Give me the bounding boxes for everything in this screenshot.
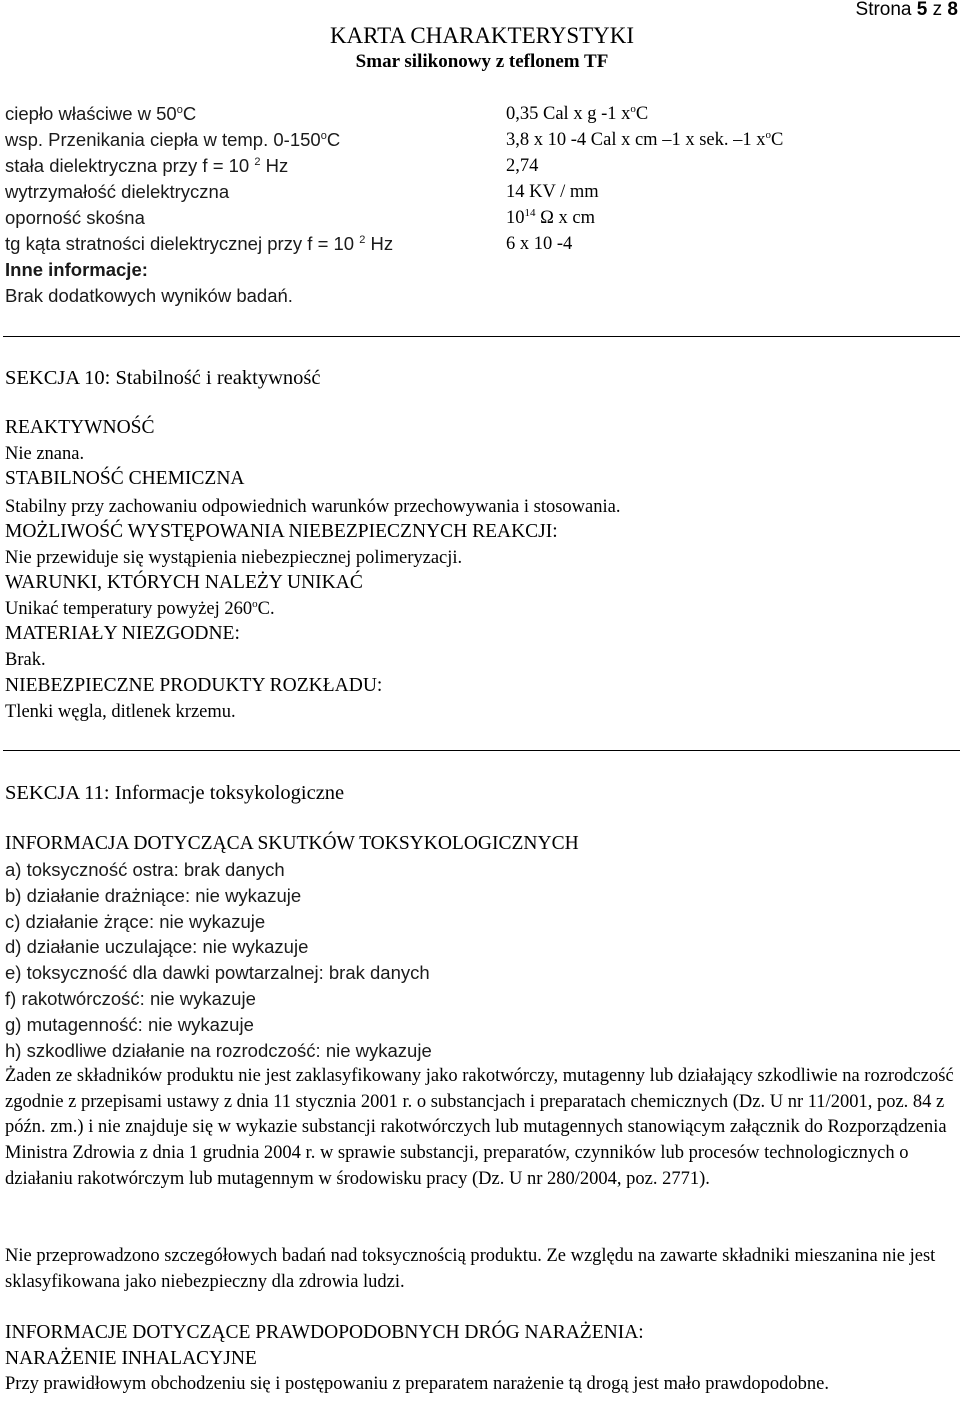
section-10-text: Nie znana.: [5, 444, 85, 464]
property-label: wytrzymałość dielektryczna: [5, 181, 230, 202]
inhalation-heading: NARAŻENIE INHALACYJNE: [5, 1348, 257, 1369]
section-10-text: Stabilny przy zachowaniu odpowiednich warunków przechowywania i stosowania.: [5, 497, 621, 517]
section-10-text: Tlenki węgla, ditlenek krzemu.: [5, 702, 236, 722]
other-info-heading: Inne informacje:: [5, 259, 148, 280]
total-pages: 8: [947, 0, 958, 20]
toxicology-subheading: INFORMACJA DOTYCZĄCA SKUTKÓW TOKSYKOLOGICZNYCH: [5, 833, 579, 854]
inhalation-text: Przy prawidłowym obchodzeniu się i postępowaniu z preparatem narażenie tą drogą jest mało prawdopodobne.: [5, 1374, 830, 1394]
exposure-heading: INFORMACJE DOTYCZĄCE PRAWDOPODOBNYCH DRÓG NARAŻENIA:: [5, 1322, 644, 1343]
section-10-text: Unikać temperatury powyżej 260$^o$C.: [5, 597, 275, 619]
toxicity-note-paragraph: Nie przeprowadzono szczegółowych badań nad toksycznością produktu. Ze względu na zawarte składniki mieszanina nie jest sklasyfikowana jako niebezpieczny dla zdrowia ludzi.: [5, 1246, 936, 1292]
section-11-title: SEKCJA 11: Informacje toksykologiczne: [5, 782, 345, 804]
page-label: Strona: [855, 0, 912, 20]
document-title: KARTA CHARAKTERYSTYKI: [329, 23, 635, 48]
list-item: d) działanie uczulające: nie wykazuje: [5, 936, 309, 957]
list-item: c) działanie żrące: nie wykazuje: [5, 911, 266, 932]
page-separator: z: [932, 0, 943, 20]
section-10-heading: NIEBEZPIECZNE PRODUKTY ROZKŁADU:: [5, 675, 383, 696]
list-item: a) toksyczność ostra: brak danych: [5, 859, 285, 880]
property-label: ciepło właściwe w 50$^o$C: [5, 103, 197, 124]
property-value: 2,74: [506, 156, 539, 176]
list-item: g) mutagenność: nie wykazuje: [5, 1014, 254, 1035]
section-divider: [3, 336, 960, 337]
property-label: tg kąta stratności dielektrycznej przy f = 10 $^2$ Hz: [5, 233, 394, 254]
section-divider: [3, 750, 960, 751]
document-subtitle: Smar silikonowy z teflonem TF: [355, 51, 609, 72]
property-value: 3,8 x 10 -4 Cal x cm –1 x sek. –1 $x^oC$: [506, 128, 784, 150]
property-value: 6 x 10 -4: [506, 234, 573, 254]
section-10-heading: MOŻLIWOŚĆ WYSTĘPOWANIA NIEBEZPIECZNYCH REAKCJI:: [5, 521, 558, 542]
current-page: 5: [916, 0, 928, 20]
section-10-heading: MATERIAŁY NIEZGODNE:: [5, 623, 240, 644]
property-label: oporność skośna: [5, 207, 145, 228]
section-10-text: Brak.: [5, 650, 46, 670]
property-value: $10^{14}$ Ω x cm: [506, 206, 595, 228]
property-label: wsp. Przenikania ciepła w temp. 0-150$^o$C: [5, 129, 341, 150]
property-value: 14 KV / mm: [506, 182, 599, 202]
list-item: b) działanie drażniące: nie wykazuje: [5, 885, 302, 906]
section-10-text: Nie przewiduje się wystąpienia niebezpiecznej polimeryzacji.: [5, 548, 463, 568]
list-item: h) szkodliwe działanie na rozrodczość: nie wykazuje: [5, 1040, 432, 1061]
document-header: [0, 22, 960, 74]
property-label: stała dielektryczna przy f = 10 $^2$ Hz: [5, 155, 289, 176]
section-10-title: SEKCJA 10: Stabilność i reaktywność: [5, 367, 321, 389]
page-number: [856, 0, 958, 20]
section-10-heading: STABILNOŚĆ CHEMICZNA: [5, 468, 245, 489]
list-item: f) rakotwórczość: nie wykazuje: [5, 988, 256, 1009]
carcinogenicity-paragraph: Żaden ze składników produktu nie jest zaklasyfikowany jako rakotwórczy, mutagenny lub działający szkodliwie na rozrodczość zgodnie z przepisami ustawy z dnia 11 stycznia 2001 r. o substancjach i preparatach chemicznych (Dz. U nr 11/2001, poz. 84 z późn. zm.) i nie znajduje się w wykazie substancji rakotwórczych lub mutagennych stanowiącym załącznik do Rozporządzenia Ministra Zdrowia z dnia 1 grudnia 2004 r. w sprawie substancji, preparatów, czynników lub procesów technologicznych o działaniu rakotwórczym lub mutagennym w środowisku pracy (Dz. U nr 280/2004, poz. 2771).: [5, 1066, 954, 1189]
list-item: e) toksyczność dla dawki powtarzalnej: brak danych: [5, 962, 430, 983]
section-10-heading: REAKTYWNOŚĆ: [5, 417, 155, 438]
other-info-text: Brak dodatkowych wyników badań.: [5, 285, 293, 306]
section-10-heading: WARUNKI, KTÓRYCH NALEŻY UNIKAĆ: [5, 572, 363, 593]
property-value: 0,35 Cal x g -1 $x^oC$: [506, 102, 649, 124]
